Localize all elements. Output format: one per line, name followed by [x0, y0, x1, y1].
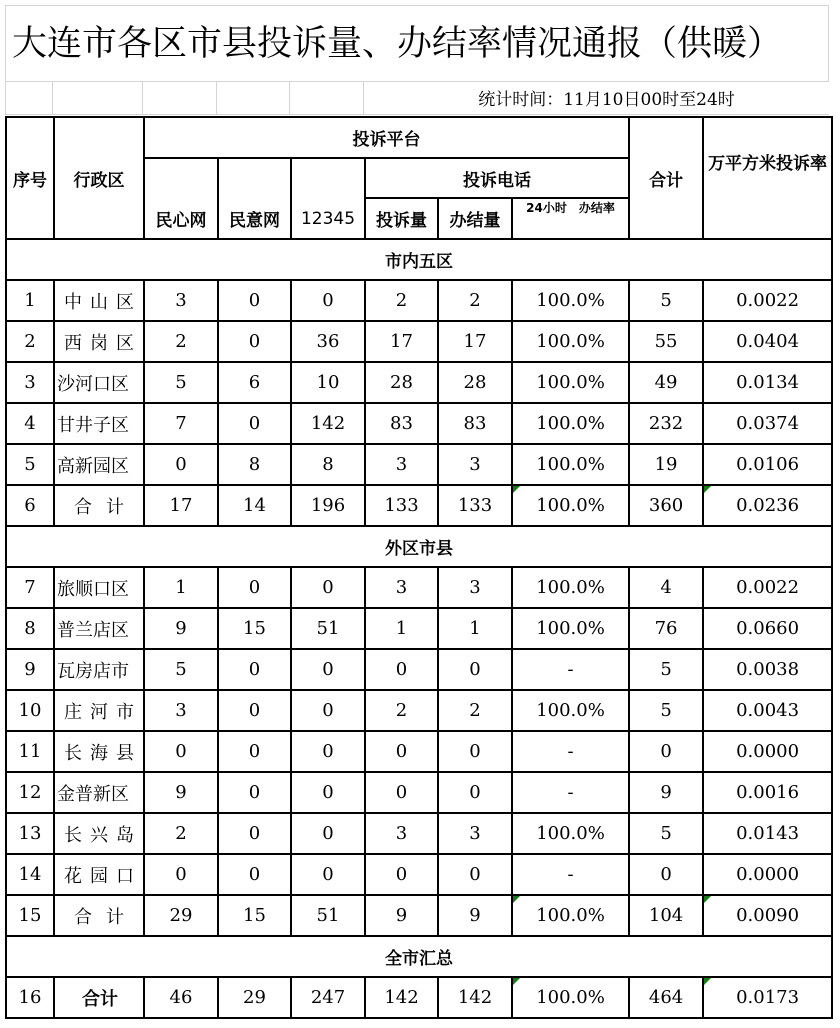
cell-district: 长海县	[54, 731, 144, 772]
cell-minyi: 14	[218, 485, 291, 526]
cell-district: 高新园区	[54, 444, 144, 485]
cell-minyi: 0	[218, 403, 291, 444]
cell-minxin: 0	[144, 854, 218, 895]
cell-hotline: 51	[291, 608, 365, 649]
cell-rate: -	[512, 772, 629, 813]
section-label: 市内五区	[6, 239, 832, 280]
cell-rate: -	[512, 731, 629, 772]
cell-seq: 8	[6, 608, 54, 649]
cell-minyi: 29	[218, 977, 291, 1018]
formula-indicator-icon	[704, 896, 711, 903]
cell-district: 合计	[54, 895, 144, 936]
cell-complaints: 1	[365, 608, 438, 649]
cell-complaints: 3	[365, 567, 438, 608]
cell-hotline: 51	[291, 895, 365, 936]
cell-district: 旅顺口区	[54, 567, 144, 608]
header-platform: 投诉平台	[144, 117, 629, 158]
cell-per-area	[703, 895, 832, 936]
cell-district: 长兴岛	[54, 813, 144, 854]
cell-complaints: 28	[365, 362, 438, 403]
cell-district: 中山区	[54, 280, 144, 321]
cell-complaints: 142	[365, 977, 438, 1018]
cell-minxin: 17	[144, 485, 218, 526]
cell-seq: 3	[6, 362, 54, 403]
cell-total: 232	[629, 403, 703, 444]
header-minxin: 民心网	[144, 158, 218, 239]
cell-total: 464	[629, 977, 703, 1018]
cell-per-area: 0.0660	[703, 608, 832, 649]
table-row	[6, 690, 832, 731]
cell-hotline: 10	[291, 362, 365, 403]
cell-minxin: 5	[144, 649, 218, 690]
cell-seq: 10	[6, 690, 54, 731]
cell-complaints: 3	[365, 813, 438, 854]
cell-minyi: 0	[218, 772, 291, 813]
cell-hotline: 0	[291, 854, 365, 895]
cell-rate: -	[512, 649, 629, 690]
table-row	[6, 280, 832, 321]
cell-resolved: 0	[438, 731, 512, 772]
blank-cell	[53, 82, 143, 115]
cell-district: 合计	[54, 485, 144, 526]
header-rate-24h: 24小时 办结率	[512, 198, 629, 239]
cell-total: 0	[629, 731, 703, 772]
formula-indicator-icon	[513, 896, 520, 903]
cell-complaints: 0	[365, 731, 438, 772]
cell-per-area: 0.0106	[703, 444, 832, 485]
cell-per-area	[703, 977, 832, 1018]
cell-per-area: 0.0143	[703, 813, 832, 854]
formula-indicator-icon	[704, 486, 711, 493]
cell-hotline: 247	[291, 977, 365, 1018]
cell-rate: 100.0%	[512, 813, 629, 854]
cell-total: 360	[629, 485, 703, 526]
table-row	[6, 772, 832, 813]
cell-hotline: 8	[291, 444, 365, 485]
cell-minyi: 0	[218, 690, 291, 731]
statistics-time: 统计时间：11月10日00时至24时	[364, 82, 829, 115]
cell-per-area: 0.0022	[703, 567, 832, 608]
cell-complaints: 3	[365, 444, 438, 485]
cell-minyi: 0	[218, 731, 291, 772]
cell-total: 76	[629, 608, 703, 649]
cell-hotline: 0	[291, 280, 365, 321]
cell-hotline: 0	[291, 772, 365, 813]
cell-minyi: 0	[218, 280, 291, 321]
formula-indicator-icon	[513, 978, 520, 985]
cell-complaints: 17	[365, 321, 438, 362]
header-minyi: 民意网	[218, 158, 291, 239]
cell-minxin: 5	[144, 362, 218, 403]
blank-cell	[290, 82, 364, 115]
cell-hotline: 0	[291, 813, 365, 854]
cell-value: 100.0%	[536, 987, 605, 1008]
cell-seq: 9	[6, 649, 54, 690]
cell-complaints: 0	[365, 772, 438, 813]
cell-complaints: 2	[365, 280, 438, 321]
cell-resolved: 133	[438, 485, 512, 526]
cell-district: 普兰店区	[54, 608, 144, 649]
cell-complaints: 0	[365, 649, 438, 690]
cell-minxin: 2	[144, 813, 218, 854]
cell-resolved: 83	[438, 403, 512, 444]
cell-per-area: 0.0000	[703, 731, 832, 772]
header-seq: 序号	[6, 117, 54, 239]
cell-value: 100.0%	[536, 905, 605, 926]
cell-minxin: 3	[144, 280, 218, 321]
header-12345: 12345	[291, 158, 365, 239]
cell-hotline: 142	[291, 403, 365, 444]
section-row	[6, 239, 832, 280]
blank-cell	[143, 82, 217, 115]
cell-hotline: 0	[291, 567, 365, 608]
table-row	[6, 649, 832, 690]
cell-rate	[512, 895, 629, 936]
cell-seq: 14	[6, 854, 54, 895]
cell-rate	[512, 977, 629, 1018]
cell-minyi: 0	[218, 649, 291, 690]
cell-total: 9	[629, 772, 703, 813]
formula-indicator-icon	[704, 978, 711, 985]
cell-resolved: 0	[438, 854, 512, 895]
table-row	[6, 977, 832, 1018]
cell-resolved: 17	[438, 321, 512, 362]
cell-minyi: 0	[218, 813, 291, 854]
cell-total: 19	[629, 444, 703, 485]
cell-complaints: 9	[365, 895, 438, 936]
cell-district: 花园口	[54, 854, 144, 895]
cell-resolved: 1	[438, 608, 512, 649]
cell-minyi: 15	[218, 895, 291, 936]
cell-per-area: 0.0022	[703, 280, 832, 321]
cell-rate: 100.0%	[512, 690, 629, 731]
cell-resolved: 2	[438, 280, 512, 321]
cell-value: 0.0173	[736, 987, 800, 1008]
cell-district: 瓦房店市	[54, 649, 144, 690]
cell-per-area	[703, 485, 832, 526]
cell-minxin: 0	[144, 731, 218, 772]
cell-seq: 6	[6, 485, 54, 526]
cell-seq: 1	[6, 280, 54, 321]
cell-total: 5	[629, 690, 703, 731]
header-phone: 投诉电话	[365, 158, 629, 198]
cell-complaints: 83	[365, 403, 438, 444]
header-complaints: 投诉量	[365, 198, 438, 239]
cell-complaints: 0	[365, 854, 438, 895]
cell-total: 104	[629, 895, 703, 936]
cell-district: 金普新区	[54, 772, 144, 813]
table-row	[6, 321, 832, 362]
cell-resolved: 3	[438, 567, 512, 608]
cell-per-area: 0.0016	[703, 772, 832, 813]
blank-cell	[5, 82, 53, 115]
complaint-table	[5, 116, 833, 1019]
cell-minxin: 9	[144, 608, 218, 649]
cell-rate: 100.0%	[512, 403, 629, 444]
cell-per-area: 0.0374	[703, 403, 832, 444]
cell-resolved: 3	[438, 813, 512, 854]
cell-resolved: 0	[438, 649, 512, 690]
cell-hotline: 36	[291, 321, 365, 362]
header-district: 行政区	[54, 117, 144, 239]
report-title: 大连市各区市县投诉量、办结率情况通报（供暖）	[5, 5, 829, 82]
cell-seq: 7	[6, 567, 54, 608]
cell-minyi: 8	[218, 444, 291, 485]
cell-resolved: 0	[438, 772, 512, 813]
table-row	[6, 731, 832, 772]
cell-district: 沙河口区	[54, 362, 144, 403]
cell-resolved: 9	[438, 895, 512, 936]
cell-rate: -	[512, 854, 629, 895]
cell-seq: 5	[6, 444, 54, 485]
cell-value: 0.0090	[736, 905, 800, 926]
table-row	[6, 444, 832, 485]
cell-per-area: 0.0038	[703, 649, 832, 690]
cell-seq: 2	[6, 321, 54, 362]
cell-district: 甘井子区	[54, 403, 144, 444]
cell-rate	[512, 485, 629, 526]
cell-minxin: 3	[144, 690, 218, 731]
cell-resolved: 2	[438, 690, 512, 731]
cell-minyi: 15	[218, 608, 291, 649]
cell-minxin: 2	[144, 321, 218, 362]
cell-hotline: 0	[291, 690, 365, 731]
cell-per-area: 0.0134	[703, 362, 832, 403]
blank-cell	[217, 82, 290, 115]
section-row	[6, 936, 832, 977]
cell-total: 0	[629, 854, 703, 895]
cell-minxin: 7	[144, 403, 218, 444]
cell-minxin: 46	[144, 977, 218, 1018]
cell-total: 55	[629, 321, 703, 362]
section-label: 外区市县	[6, 526, 832, 567]
cell-resolved: 3	[438, 444, 512, 485]
header-total: 合计	[629, 117, 703, 239]
cell-rate: 100.0%	[512, 362, 629, 403]
table-row	[6, 485, 832, 526]
cell-total: 5	[629, 280, 703, 321]
cell-value: 0.0236	[736, 495, 800, 516]
section-row	[6, 526, 832, 567]
table-row	[6, 813, 832, 854]
cell-hotline: 0	[291, 731, 365, 772]
cell-minxin: 1	[144, 567, 218, 608]
cell-rate: 100.0%	[512, 321, 629, 362]
cell-minyi: 6	[218, 362, 291, 403]
cell-per-area: 0.0000	[703, 854, 832, 895]
cell-complaints: 2	[365, 690, 438, 731]
cell-minxin: 9	[144, 772, 218, 813]
cell-total: 49	[629, 362, 703, 403]
formula-indicator-icon	[513, 486, 520, 493]
cell-minxin: 0	[144, 444, 218, 485]
cell-complaints: 133	[365, 485, 438, 526]
header-resolved: 办结量	[438, 198, 512, 239]
table-row	[6, 403, 832, 444]
cell-seq: 13	[6, 813, 54, 854]
cell-rate: 100.0%	[512, 608, 629, 649]
cell-seq: 15	[6, 895, 54, 936]
cell-minyi: 0	[218, 321, 291, 362]
cell-total: 5	[629, 813, 703, 854]
table-row	[6, 567, 832, 608]
cell-resolved: 28	[438, 362, 512, 403]
cell-district: 庄河市	[54, 690, 144, 731]
table-row	[6, 895, 832, 936]
table-row	[6, 608, 832, 649]
cell-seq: 4	[6, 403, 54, 444]
table-row	[6, 854, 832, 895]
section-label: 全市汇总	[6, 936, 832, 977]
cell-value: 100.0%	[536, 495, 605, 516]
cell-resolved: 142	[438, 977, 512, 1018]
cell-rate: 100.0%	[512, 567, 629, 608]
cell-district: 西岗区	[54, 321, 144, 362]
cell-minxin: 29	[144, 895, 218, 936]
cell-district: 合计	[54, 977, 144, 1018]
cell-minyi: 0	[218, 854, 291, 895]
cell-hotline: 196	[291, 485, 365, 526]
header-per-area: 万平方米投诉率	[703, 117, 832, 239]
cell-total: 5	[629, 649, 703, 690]
cell-seq: 16	[6, 977, 54, 1018]
cell-hotline: 0	[291, 649, 365, 690]
cell-total: 4	[629, 567, 703, 608]
cell-minyi: 0	[218, 567, 291, 608]
cell-seq: 11	[6, 731, 54, 772]
cell-per-area: 0.0043	[703, 690, 832, 731]
cell-per-area: 0.0404	[703, 321, 832, 362]
table-row	[6, 362, 832, 403]
cell-seq: 12	[6, 772, 54, 813]
cell-rate: 100.0%	[512, 280, 629, 321]
cell-rate: 100.0%	[512, 444, 629, 485]
